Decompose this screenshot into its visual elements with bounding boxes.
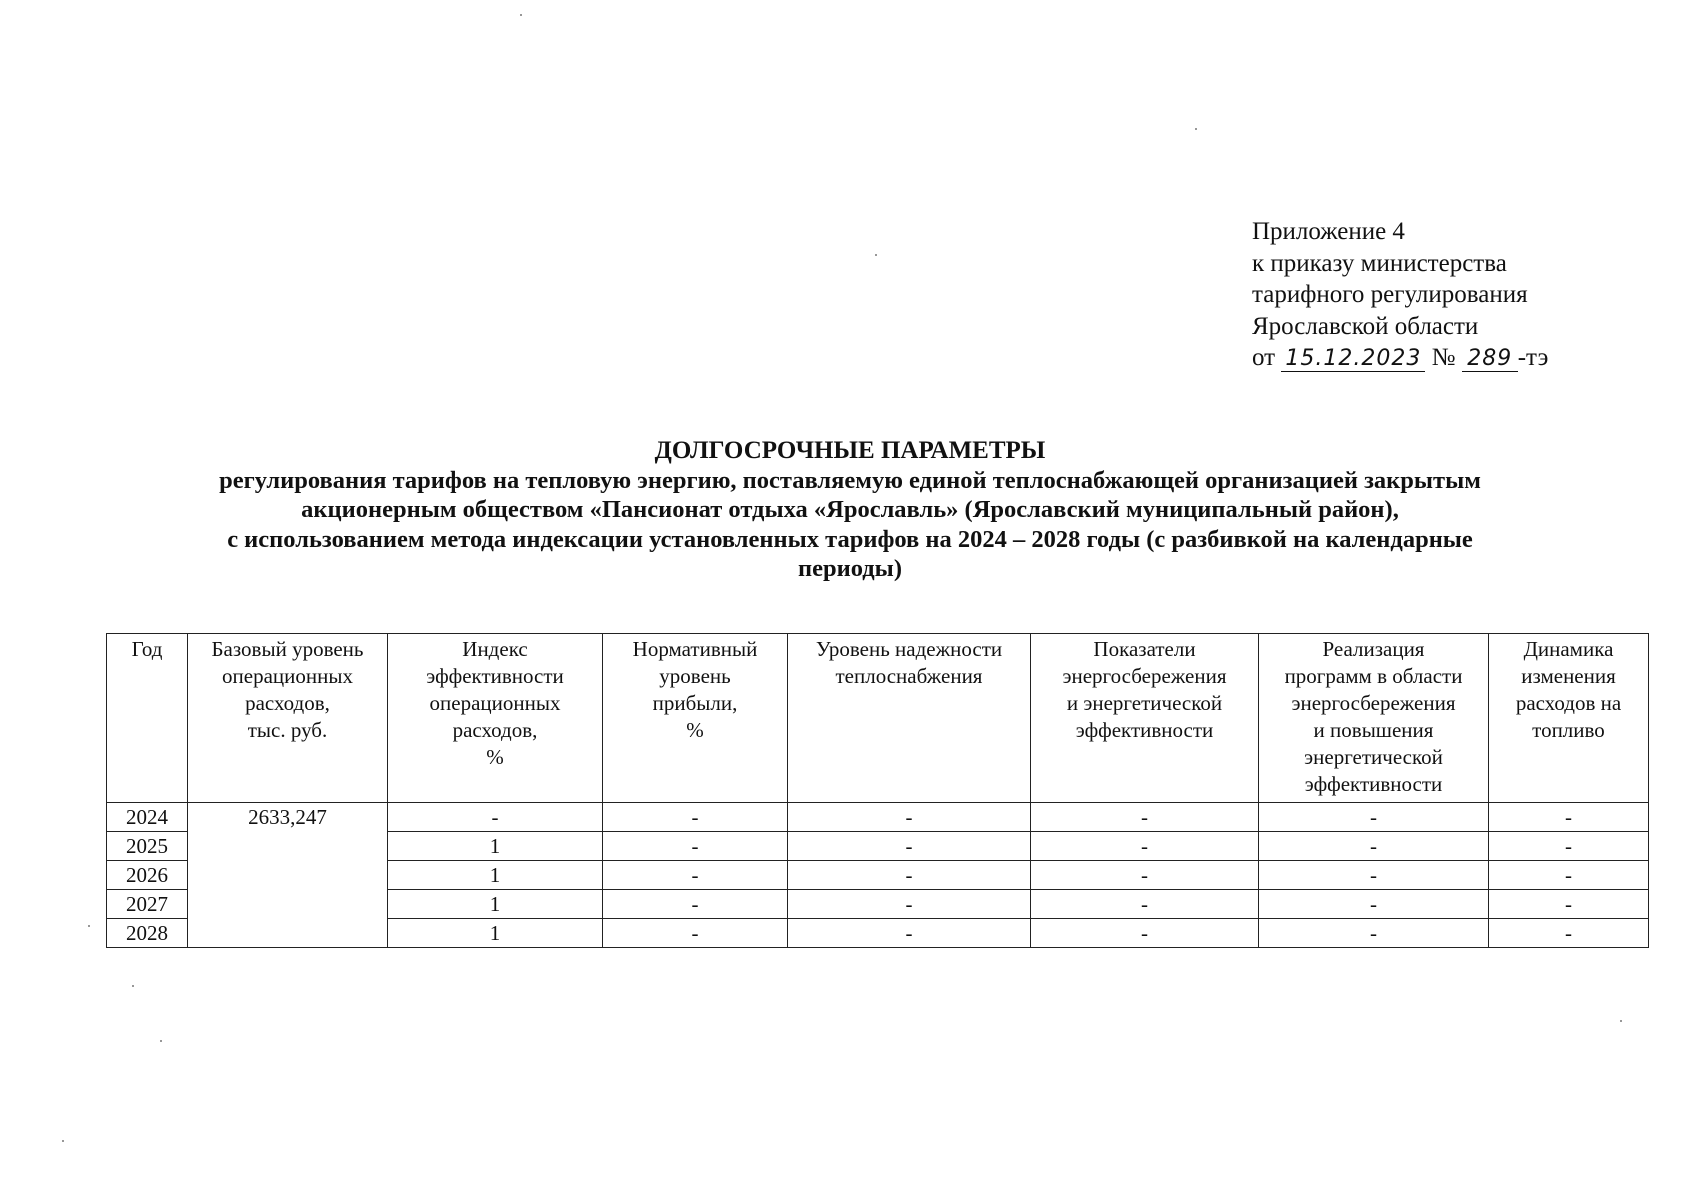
header-text-line: Год [131,637,163,661]
header-text-line: Нормативный [632,637,758,661]
cell-profit-level: - [603,861,788,890]
cell-energy-programs: - [1259,861,1489,890]
header-text-line: и энергетической [1066,691,1223,715]
number-sign: № [1431,344,1456,371]
annex-line: Ярославской области [1252,312,1479,340]
header-text-line: энергетической [1304,745,1443,769]
header-text-line: тыс. руб. [247,718,328,742]
cell-efficiency-index: - [388,803,603,832]
title-line: регулирования тарифов на тепловую энергию, поставляемую единой теплоснабжающей организацией закрытым [219,466,1481,494]
cell-fuel-dynamics: - [1489,803,1649,832]
scan-speck [875,254,877,256]
cell-profit-level: - [603,832,788,861]
cell-energy-indicators: - [1031,890,1259,919]
document-title [110,436,1590,584]
order-date: 15.12.2023 [1281,347,1425,372]
order-suffix: -тэ [1517,344,1549,371]
header-text-line: Динамика [1523,637,1614,661]
scan-speck [132,985,134,987]
cell-fuel-dynamics: - [1489,890,1649,919]
header-text-line: Реализация [1322,637,1425,661]
cell-energy-indicators: - [1031,803,1259,832]
header-text-line: Индекс [462,637,528,661]
cell-reliability: - [788,861,1031,890]
cell-efficiency-index: 1 [388,861,603,890]
cell-fuel-dynamics: - [1489,919,1649,948]
header-text-line: Показатели [1093,637,1196,661]
header-text-line: изменения [1521,664,1616,688]
header-base-level [188,634,388,803]
parameters-table [106,633,1649,948]
header-text-line: прибыли, [652,691,738,715]
cell-efficiency-index: 1 [388,919,603,948]
cell-efficiency-index: 1 [388,832,603,861]
cell-profit-level: - [603,919,788,948]
order-number: 289 [1462,347,1518,372]
cell-base-level: 2633,247 [188,803,388,948]
annex-order-line [1252,342,1548,374]
header-text-line: % [486,745,504,769]
cell-year: 2028 [107,919,188,948]
cell-reliability: - [788,890,1031,919]
cell-reliability: - [788,919,1031,948]
annex-line: к приказу министерства [1252,249,1507,277]
header-text-line: операционных [222,664,353,688]
title-heading: ДОЛГОСРОЧНЫЕ ПАРАМЕТРЫ [654,437,1046,464]
header-text-line: эффективности [426,664,564,688]
cell-profit-level: - [603,803,788,832]
header-year [107,634,188,803]
header-text-line: программ в области [1284,664,1463,688]
cell-energy-indicators: - [1031,919,1259,948]
header-text-line: и повышения [1313,718,1434,742]
header-fuel-dynamics [1489,634,1649,803]
header-efficiency-index [388,634,603,803]
table-header-row [107,634,1649,803]
annex-line: тарифного регулирования [1252,281,1528,308]
cell-energy-programs: - [1259,919,1489,948]
header-text-line: операционных [429,691,561,715]
cell-reliability: - [788,832,1031,861]
header-text-line: энергосбережения [1062,664,1227,688]
scan-speck [62,1140,64,1142]
cell-fuel-dynamics: - [1489,832,1649,861]
scan-speck [520,14,522,16]
cell-energy-programs: - [1259,832,1489,861]
header-text-line: расходов на [1515,691,1622,715]
header-text-line: расходов, [452,718,538,742]
header-profit-level [603,634,788,803]
title-line: периоды) [798,555,902,582]
annex-from-label: от [1252,344,1276,371]
header-text-line: Базовый уровень [211,637,364,661]
scan-speck [1195,128,1197,130]
cell-profit-level: - [603,890,788,919]
cell-energy-indicators: - [1031,861,1259,890]
cell-year: 2026 [107,861,188,890]
header-text-line: Уровень надежности [815,637,1003,661]
header-text-line: теплоснабжения [835,664,983,688]
cell-energy-programs: - [1259,890,1489,919]
title-line: акционерным обществом «Пансионат отдыха «Ярославль» (Ярославский муниципальный район), [301,496,1399,523]
scan-speck [160,1040,162,1042]
scan-speck [1620,1020,1622,1022]
annex-block [1252,216,1548,374]
cell-energy-indicators: - [1031,832,1259,861]
header-text-line: % [686,718,704,742]
header-text-line: уровень [659,664,731,688]
header-energy-programs [1259,634,1489,803]
header-text-line: эффективности [1075,718,1214,742]
header-text-line: расходов, [245,691,330,715]
header-energy-indicators [1031,634,1259,803]
cell-year: 2027 [107,890,188,919]
cell-year: 2025 [107,832,188,861]
scan-speck [88,925,90,927]
title-line: с использованием метода индексации установленных тарифов на 2024 – 2028 годы (с разбивкой на календарные [227,525,1473,553]
header-reliability [788,634,1031,803]
header-text-line: топливо [1532,718,1605,742]
cell-fuel-dynamics: - [1489,861,1649,890]
cell-reliability: - [788,803,1031,832]
annex-line: Приложение 4 [1252,218,1405,245]
header-text-line: эффективности [1304,772,1443,796]
cell-energy-programs: - [1259,803,1489,832]
cell-efficiency-index: 1 [388,890,603,919]
header-text-line: энергосбережения [1291,691,1456,715]
cell-year: 2024 [107,803,188,832]
table-row [107,803,1649,832]
